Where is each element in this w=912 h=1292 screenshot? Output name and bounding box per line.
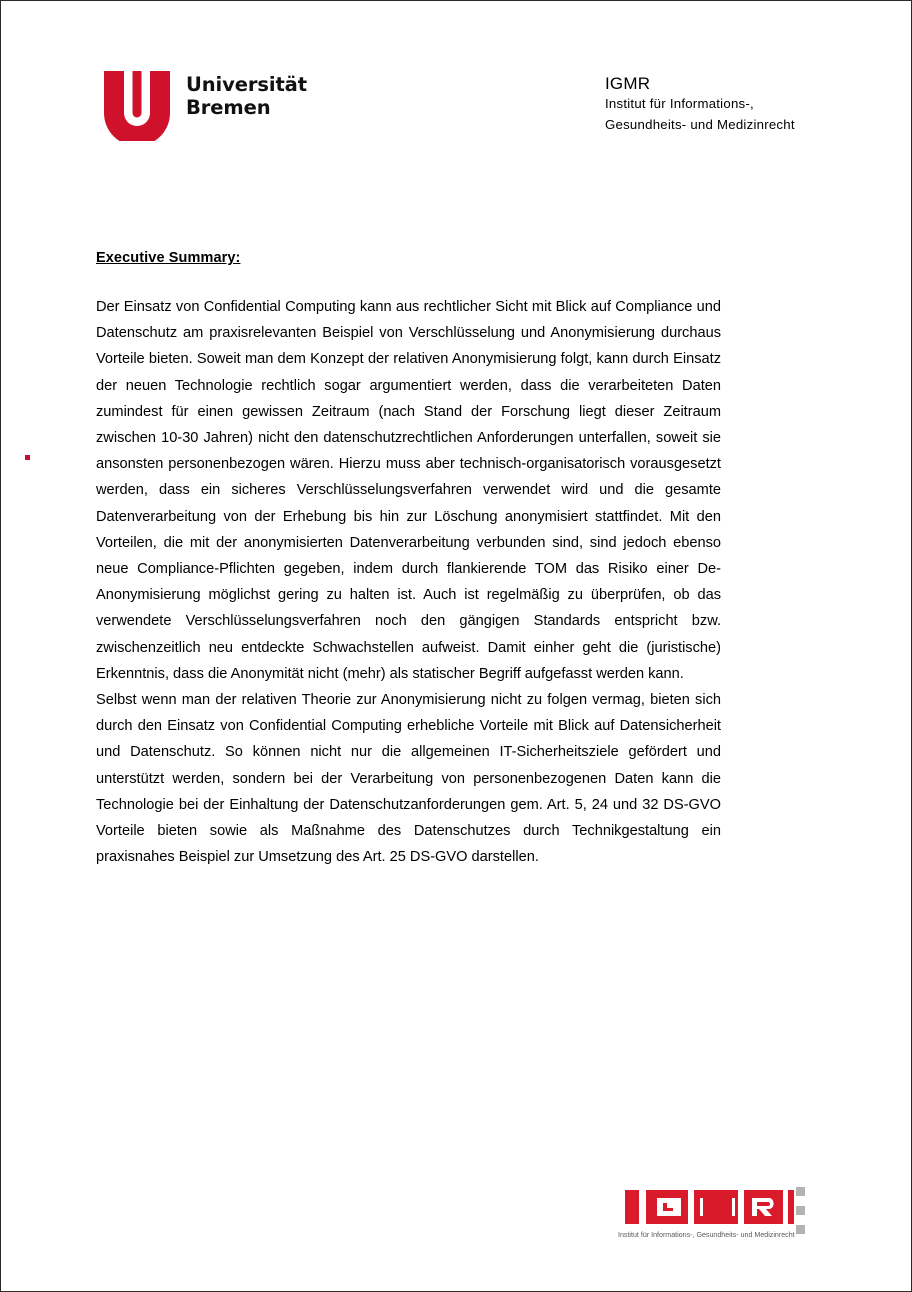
page-header	[1, 1, 912, 171]
university-name-line1: Universität	[186, 73, 307, 96]
red-square-marker-icon	[25, 455, 30, 460]
document-body	[96, 250, 721, 870]
institute-header-block	[605, 73, 795, 135]
body-paragraph: Der Einsatz von Confidential Computing kann aus rechtlicher Sicht mit Blick auf Compliance und Datenschutz am praxisrelevanten Beispiel von Verschlüsselung und Anonymisierung durchaus Vorteile bieten. Soweit man dem Konzept der relativen Anonymisierung folgt, kann durch Einsatz der neuen Technologie rechtlich sogar argumentiert werden, dass die verarbeiteten Daten zumindest für einen gewissen Zeitraum (nach Stand der Forschung liegt dieser Zeitraum zwischen 10-30 Jahren) nicht den datenschutzrechtlichen Anforderungen unterfallen, soweit sie ansonsten personenbezogen wären. Hierzu muss aber technisch-organisatorisch vorausgesetzt werden, dass ein sicheres Verschlüsselungsverfahren verwendet wird und die gesamte Datenverarbeitung von der Erhebung bis hin zur Löschung anonymisiert stattfindet. Mit den Vorteilen, die mit der anonymisierten Datenverarbeitung verbunden sind, sind jedoch ebenso neue Compliance-Pflichten gegeben, indem durch flankierende TOM das Risiko einer De-Anonymisierung möglichst gering zu halten ist. Auch ist regelmäßig zu überprüfen, ob das verwendete Verschlüsselungsverfahren noch den gängigen Standards entspricht bzw. zwischenzeitlich neu entdeckte Schwachstellen aufweist. Damit einher geht die (juristische) Erkenntnis, dass die Anonymität nicht (mehr) als statischer Begriff aufgefasst werden kann.	[96, 299, 721, 682]
institute-acronym: IGMR	[605, 74, 651, 93]
university-bremen-logo	[102, 69, 307, 141]
institute-subtitle-line2: Gesundheits- und Medizinrecht	[605, 116, 795, 132]
igmr-logo-icon	[618, 1187, 814, 1245]
page-title: Executive Summary:	[96, 250, 241, 266]
institute-subtitle	[605, 94, 795, 135]
university-wordmark	[186, 69, 307, 119]
igmr-logo-tagline: Institut für Informations-, Gesundheits- und Medizinrecht	[618, 1231, 795, 1239]
igmr-footer-logo	[618, 1187, 814, 1245]
uni-bremen-u-icon	[102, 69, 172, 141]
institute-subtitle-line1: Institut für Informations-,	[605, 96, 754, 111]
body-paragraph: Selbst wenn man der relativen Theorie zur Anonymisierung nicht zu folgen vermag, bieten sich durch den Einsatz von Confidential Computing erhebliche Vorteile mit Blick auf Datensicherheit und Datenschutz. So können nicht nur die allgemeinen IT-Sicherheitsziele gefördert und unterstützt werden, sondern bei der Verarbeitung von personenbezogenen Daten kann die Technologie bei der Einhaltung der Datenschutzanforderungen gem. Art. 5, 24 und 32 DS-GVO Vorteile bieten sowie als Maßnahme des Datenschutzes durch Technikgestaltung ein praxisnahes Beispiel zur Umsetzung des Art. 25 DS-GVO darstellen.	[96, 692, 721, 866]
university-name-line2: Bremen	[186, 96, 271, 119]
